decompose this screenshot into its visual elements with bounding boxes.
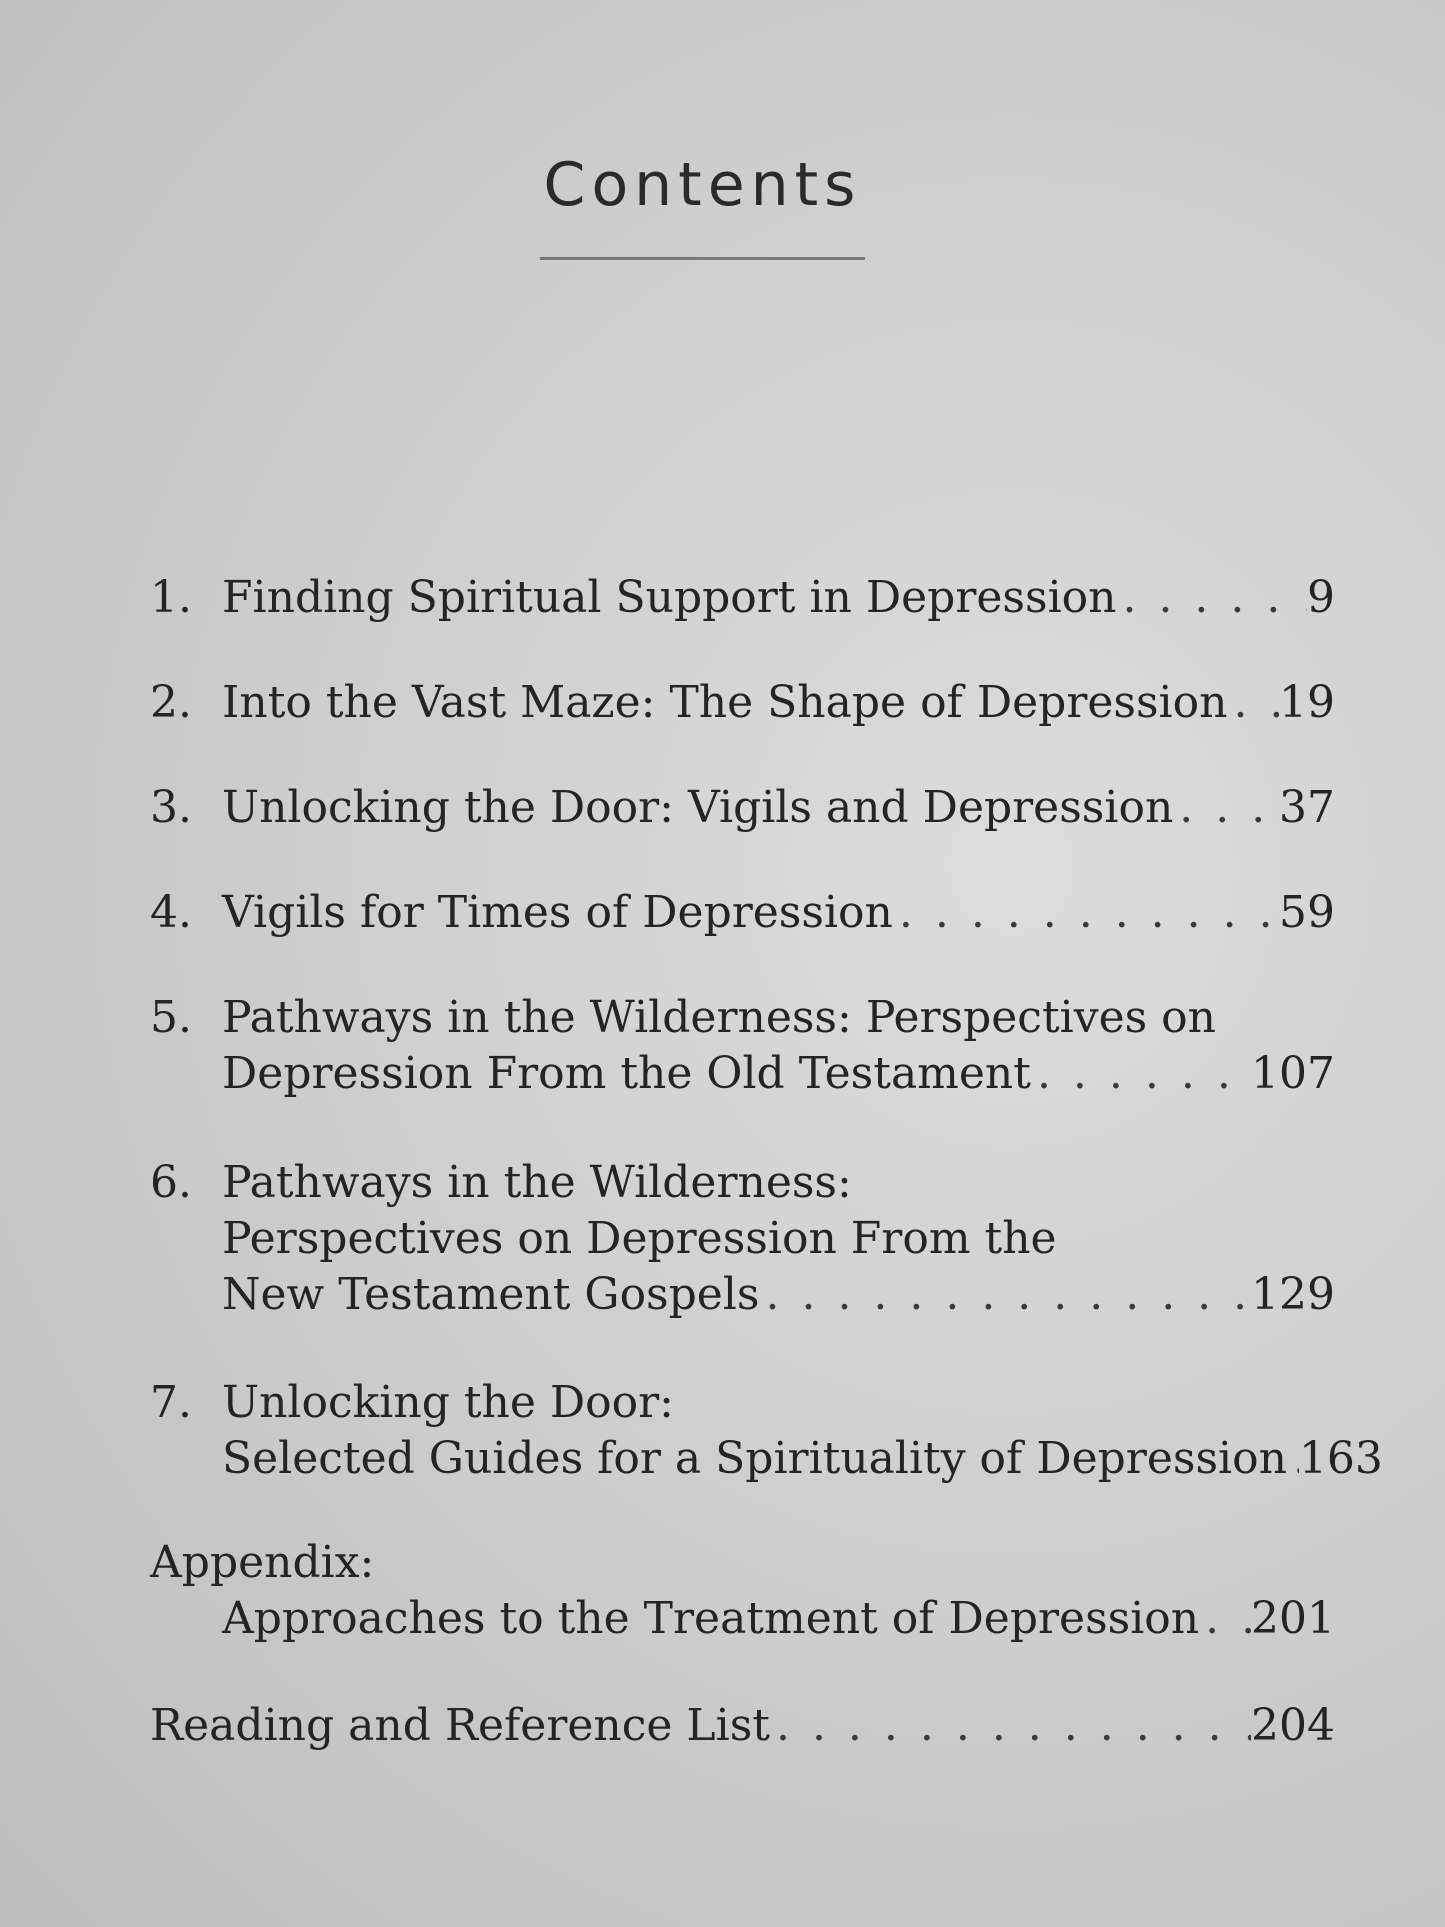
reading-list-title: Reading and Reference List bbox=[150, 1700, 770, 1751]
entry-title-line: New Testament Gospels bbox=[222, 1269, 760, 1320]
appendix-page-number: 201 bbox=[1251, 1593, 1335, 1644]
toc-entry-5 bbox=[150, 990, 1335, 1102]
dot-leader bbox=[893, 885, 1279, 941]
dot-leader bbox=[1227, 675, 1279, 731]
entry-title-line: Unlocking the Door: bbox=[222, 1377, 675, 1428]
entry-number: 4. bbox=[150, 887, 192, 938]
dot-leader bbox=[1173, 780, 1279, 836]
toc-appendix bbox=[150, 1535, 1335, 1647]
entry-page-number: 59 bbox=[1279, 887, 1335, 938]
entry-title-line: Perspectives on Depression From the bbox=[222, 1213, 1057, 1264]
entry-title-line: Pathways in the Wilderness: bbox=[222, 1157, 852, 1208]
dot-leader bbox=[1116, 570, 1307, 626]
entry-number: 7. bbox=[150, 1377, 192, 1428]
title-underline bbox=[540, 257, 865, 260]
entry-title-line: Pathways in the Wilderness: Perspectives on bbox=[222, 992, 1216, 1043]
toc-reading-list bbox=[150, 1698, 1335, 1754]
entry-title-line: Depression From the Old Testament bbox=[222, 1048, 1031, 1099]
entry-title: Finding Spiritual Support in Depression bbox=[222, 572, 1117, 623]
toc-entry-1 bbox=[150, 570, 1335, 626]
dot-leader bbox=[1031, 1046, 1251, 1102]
entry-number: 5. bbox=[150, 992, 192, 1043]
entry-page-number: 129 bbox=[1251, 1269, 1335, 1320]
toc-entry-2 bbox=[150, 675, 1335, 731]
entry-page-number: 37 bbox=[1279, 782, 1335, 833]
appendix-heading: Appendix: bbox=[150, 1537, 375, 1588]
toc-entry-3 bbox=[150, 780, 1335, 836]
entry-title: Into the Vast Maze: The Shape of Depression bbox=[222, 677, 1228, 728]
entry-page-number: 19 bbox=[1279, 677, 1335, 728]
entry-title-line: Selected Guides for a Spirituality of Depression bbox=[222, 1433, 1287, 1484]
reading-list-page-number: 204 bbox=[1251, 1700, 1335, 1751]
toc-entry-6 bbox=[150, 1155, 1335, 1323]
toc-entry-7 bbox=[150, 1375, 1383, 1487]
dot-leader bbox=[770, 1698, 1251, 1754]
entry-number: 3. bbox=[150, 782, 192, 833]
entry-number: 1. bbox=[150, 572, 192, 623]
entry-page-number: 163 bbox=[1298, 1433, 1383, 1484]
dot-leader bbox=[760, 1267, 1252, 1323]
entry-number: 2. bbox=[150, 677, 192, 728]
page-title: Contents bbox=[543, 150, 862, 220]
entry-title: Vigils for Times of Depression bbox=[222, 887, 893, 938]
dot-leader bbox=[1287, 1431, 1299, 1487]
entry-title: Unlocking the Door: Vigils and Depression bbox=[222, 782, 1174, 833]
entry-page-number: 107 bbox=[1251, 1048, 1335, 1099]
toc-entry-4 bbox=[150, 885, 1335, 941]
dot-leader bbox=[1199, 1591, 1251, 1647]
entry-number: 6. bbox=[150, 1157, 192, 1208]
entry-page-number: 9 bbox=[1307, 572, 1335, 623]
appendix-title: Approaches to the Treatment of Depression bbox=[222, 1593, 1200, 1644]
